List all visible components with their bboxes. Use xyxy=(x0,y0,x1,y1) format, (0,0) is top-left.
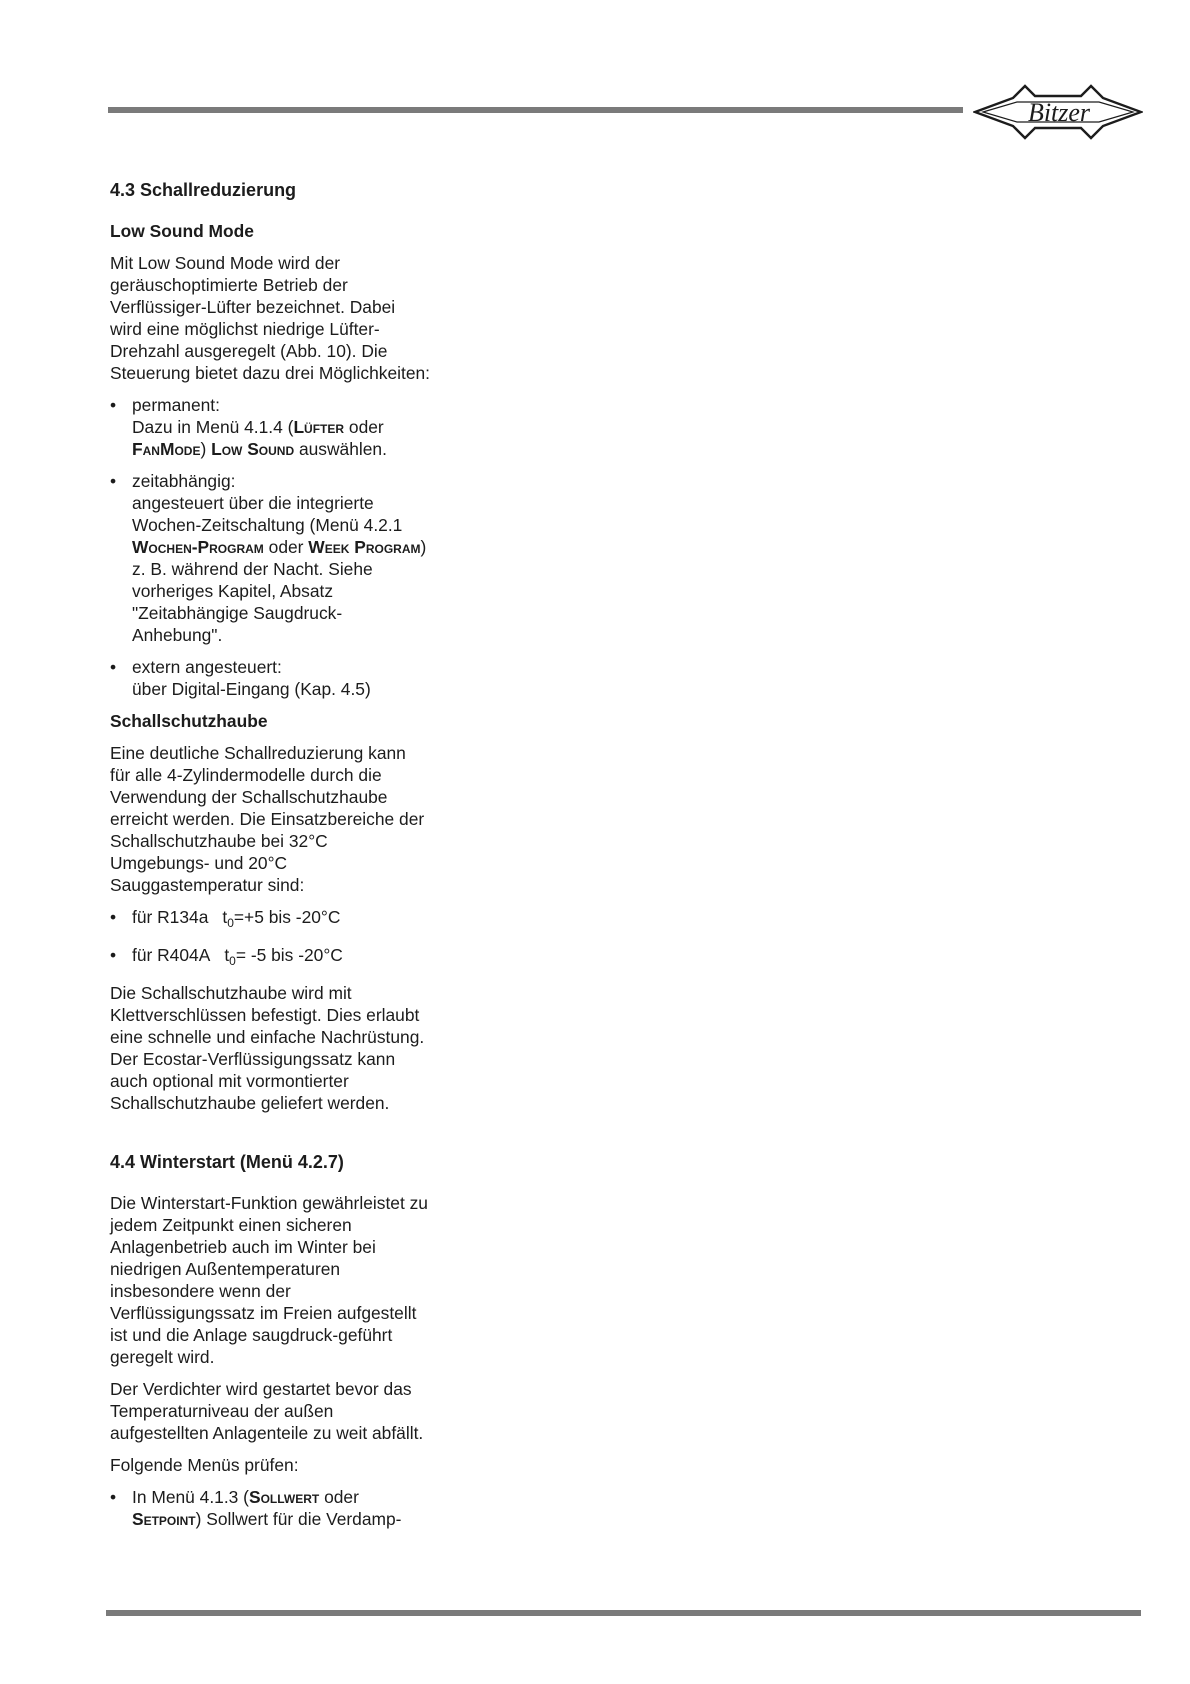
temp-range: =+5 bis -20°C xyxy=(233,907,341,927)
list-item-r134a xyxy=(110,906,430,934)
temp-symbol: t xyxy=(222,907,228,927)
item-label: zeitabhängig: xyxy=(132,471,236,491)
paragraph-winterstart-1: Die Winterstart-Funktion gewährleistet zu jedem Zeitpunkt einen sicheren Anlagenbetrieb auch im Winter bei niedrigen Außentemperaturen insbesondere wenn der Verflüssigungssatz im Freien aufgestellt ist und die Anlage saugdruck-geführt geregelt wird. xyxy=(110,1193,428,1367)
item-text: oder xyxy=(344,417,384,437)
refrigerant-label: für R134a xyxy=(132,907,209,927)
list-item-zeitabhaengig xyxy=(110,470,430,646)
paragraph-winterstart-3: Folgende Menüs prüfen: xyxy=(110,1455,299,1475)
heading-schallschutzhaube: Schallschutzhaube xyxy=(110,711,268,731)
menu-term-sollwert: Sollwert xyxy=(248,1487,320,1507)
temp-subscript: 0 xyxy=(227,916,234,930)
logo-text: Bitzer xyxy=(1027,98,1091,127)
item-text: ) z. B. während der Nacht. Siehe vorheriges Kapitel, Absatz "Zeitabhängige Saugdruck-Anhebung". xyxy=(132,537,427,645)
list-item-extern xyxy=(110,656,430,700)
paragraph-hood-mounting: Die Schallschutzhaube wird mit Klettverschlüssen befestigt. Dies erlaubt eine schnelle und einfache Nachrüstung. Der Ecostar-Verflüssigungssatz kann auch optional mit vormontierter Schallschutzhaube geliefert werden. xyxy=(110,983,425,1113)
low-sound-options-list xyxy=(110,394,430,700)
footer-rule xyxy=(106,1610,1141,1616)
item-text: oder xyxy=(319,1487,359,1507)
item-text: ) Sollwert für die Verdamp- xyxy=(195,1509,402,1529)
menu-term-setpoint: Setpoint xyxy=(132,1509,196,1529)
menu-check-list xyxy=(110,1486,430,1530)
list-item-permanent xyxy=(110,394,430,460)
item-label: permanent: xyxy=(132,395,220,415)
temp-symbol: t xyxy=(224,945,230,965)
menu-term-wochen-program: Wochen-Program xyxy=(132,537,264,557)
operating-range-list xyxy=(110,906,430,972)
item-text: ) xyxy=(200,439,212,459)
item-text: angesteuert über die integrierte Wochen-Zeitschaltung (Menü 4.2.1 xyxy=(132,493,403,535)
item-text: oder xyxy=(263,537,309,557)
temp-range: = -5 bis -20°C xyxy=(235,945,343,965)
item-label: extern angesteuert: xyxy=(132,657,282,677)
item-text: Dazu in Menü 4.1.4 ( xyxy=(132,417,294,437)
bitzer-logo xyxy=(973,84,1143,140)
menu-term-fanmode: FanMode xyxy=(132,439,201,459)
refrigerant-label: für R404A xyxy=(132,945,211,965)
item-text: auswählen. xyxy=(294,439,387,459)
paragraph-hood-intro: Eine deutliche Schallreduzierung kann für alle 4-Zylindermodelle durch die Verwendung der Schallschutzhaube erreicht werden. Die Einsatzbereiche der Schallschutzhaube bei 32°C Umgebungs- und 20°C Sauggastemperatur sind: xyxy=(110,743,425,895)
list-item-r404a xyxy=(110,944,430,972)
list-item-menu-4-1-3 xyxy=(110,1486,430,1530)
section-title-4-3: 4.3 Schallreduzierung xyxy=(110,180,297,200)
heading-low-sound-mode: Low Sound Mode xyxy=(110,221,254,241)
item-text: In Menü 4.1.3 ( xyxy=(132,1487,249,1507)
paragraph-low-sound-intro: Mit Low Sound Mode wird der geräuschoptimierte Betrieb der Verflüssiger-Lüfter bezeichnet. Dabei wird eine möglichst niedrige Lüfter-Drehzahl ausgeregelt (Abb. 10). Die Steuerung bietet dazu drei Möglichkeiten: xyxy=(110,253,430,383)
temp-subscript: 0 xyxy=(229,954,236,968)
paragraph-winterstart-2: Der Verdichter wird gestartet bevor das Temperaturniveau der außen aufgestellten Anlagenteile zu weit abfällt. xyxy=(110,1379,424,1443)
section-title-4-4: 4.4 Winterstart (Menü 4.2.7) xyxy=(110,1152,344,1172)
menu-term-luefter: Lüfter xyxy=(293,417,345,437)
header-rule xyxy=(108,107,963,113)
text-column xyxy=(110,178,430,1540)
menu-term-low-sound: Low Sound xyxy=(211,439,295,459)
menu-term-week-program: Week Program xyxy=(308,537,421,557)
item-text: über Digital-Eingang (Kap. 4.5) xyxy=(132,679,371,699)
